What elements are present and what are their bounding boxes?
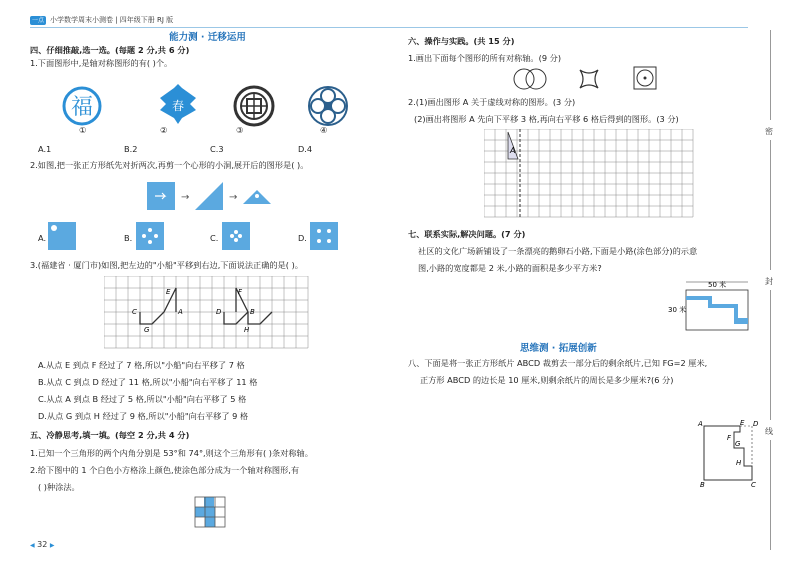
seal-label-1: 密 [765,127,773,136]
q1-emblems [60,84,360,136]
q5-1-text: 1.已知一个三角形的两个内角分别是 53°和 74°,则这个三角形有( )条对称轴。 [30,448,313,458]
seal-label-3: 线 [765,427,773,436]
page-number-text: 32 [37,540,48,549]
q3-point-f: F [238,288,243,296]
q3-point-g: G [144,326,150,334]
q7-height-label: 30 米 [668,306,687,314]
q8-point-e: E [740,419,745,427]
emblem-4-icon [309,87,347,125]
part6-heading: 六、操作与实践。(共 15 分) [408,36,515,46]
seal-line-mid2 [770,290,771,420]
overlapping-circles-icon [514,69,546,89]
q1-option-a[interactable]: A.1 [38,144,52,154]
seal-line-bottom [770,440,771,550]
section-title-ability: 能力测 · 迁移运用 [169,32,246,43]
part4-heading: 四、仔细推敲,选一选。(每题 2 分,共 6 分) [30,45,190,55]
emblem-3-icon [235,87,273,125]
q8-square-diagram [696,418,760,488]
q2-option-b[interactable]: B. [124,233,133,243]
square-circle-icon [634,67,656,89]
cross-shape-icon [580,70,598,88]
q1-option-d[interactable]: D.4 [298,144,313,154]
q7-path-diagram [668,278,758,336]
q2-folding-diagram [145,178,305,214]
part5-heading: 五、冷静思考,填一填。(每空 2 分,共 4 分) [30,430,190,440]
svg-text:→: → [229,192,238,203]
next-arrow-icon: ▶ [49,542,55,549]
q3-point-b: B [250,308,255,316]
q8-point-d: D [753,420,759,428]
svg-text:→: → [181,192,190,203]
brand-logo: 一点 [31,16,44,24]
q8-point-b: B [700,481,705,488]
q2-figure-a-icon [48,222,76,250]
q7-width-label: 50 米 [708,281,727,289]
q8-point-f: F [727,434,732,442]
q5-2-text-a: 2.给下图中的 1 个白色小方格涂上颜色,使涂色部分成为一个轴对称图形,有 [30,465,300,475]
q1-option-b[interactable]: B.2 [124,144,138,154]
emblem-2-icon [160,84,196,124]
q6-2b-text: (2)画出将图形 A 先向下平移 3 格,再向右平移 6 格后得到的图形。(3 分) [414,114,679,124]
page-number [30,540,55,549]
q1-label-4: ④ [320,125,328,135]
svg-text:福: 福 [70,95,94,120]
q7-text-a: 社区的文化广场新铺设了一条漂亮的鹅卵石小路,下面是小路(涂色部分)的示意 [418,246,698,256]
q2-option-c[interactable]: C. [210,233,219,243]
q3-option-b[interactable]: B.从点 C 到点 D 经过了 11 格,所以"小船"向右平移了 11 格 [38,377,258,387]
q3-point-a: A [178,308,183,316]
header-bar [30,14,173,26]
q2-option-figures [48,222,348,252]
q1-label-3: ③ [236,125,244,135]
q3-option-d[interactable]: D.从点 G 到点 H 经过了 9 格,所以"小船"向右平移了 9 格 [38,411,249,421]
figure-a-label: A [510,146,516,155]
svg-text:春: 春 [171,99,185,113]
seal-label-2: 封 [765,277,773,286]
q3-point-h: H [244,326,250,334]
seal-line-top [770,30,771,120]
section-title-thinking: 思维测 · 拓展创新 [520,343,597,354]
q2-option-a[interactable]: A. [38,233,47,243]
part8-text-b: 正方形 ABCD 的边长是 10 厘米,则剩余纸片的周长是多少厘米?(6 分) [420,375,674,385]
q8-point-h: H [736,459,742,467]
part8-text-a: 八、下面是将一张正方形纸片 ABCD 裁剪去一部分后的剩余纸片,已知 FG=2 厘米, [408,358,708,368]
q3-point-c: C [132,308,137,316]
q3-point-e: E [166,288,171,296]
q3-boat-grid [104,276,310,350]
q8-point-c: C [751,481,756,488]
q6-1-text: 1.画出下面每个图形的所有对称轴。(9 分) [408,53,562,63]
q1-label-1: ① [79,125,87,135]
q2-figure-b-icon [136,222,164,250]
q5-2-color-grid [194,496,228,530]
part7-heading: 七、联系实际,解决问题。(7 分) [408,229,526,239]
q2-figure-c-icon [222,222,250,250]
q8-point-a: A [698,420,703,428]
q3-option-c[interactable]: C.从点 A 到点 B 经过了 5 格,所以"小船"向右平移了 5 格 [38,394,247,404]
q3-point-d: D [216,308,222,316]
q6-1-shapes [510,66,670,92]
q1-option-c[interactable]: C.3 [210,144,224,154]
prev-arrow-icon: ◀ [30,542,35,549]
q7-text-b: 图,小路的宽度都是 2 米,小路的面积是多少平方米? [418,263,602,273]
left-column [30,30,385,71]
q5-2-text-b: ( )种涂法。 [38,482,80,492]
q8-point-g: G [735,440,741,448]
seal-line-mid1 [770,140,771,270]
q3-text: 3.(福建省 · 厦门市)如图,把左边的"小船"平移到右边,下面说法正确的是( )。 [30,260,303,270]
q2-figure-d-icon [310,222,338,250]
header-title: 小学数学周末小测卷 | 四年级下册 RJ 版 [50,16,174,24]
q2-text: 2.如图,把一张正方形纸先对折两次,再剪一个心形的小洞,展开后的图形是( )。 [30,160,309,170]
header-divider [30,27,748,28]
q3-option-a[interactable]: A.从点 E 到点 F 经过了 7 格,所以"小船"向右平移了 7 格 [38,360,245,370]
q1-text: 1.下面图形中,是轴对称图形的有( )个。 [30,58,173,68]
q1-label-2: ② [160,125,168,135]
emblem-1-icon [64,88,100,124]
seal-margin [758,30,784,550]
q2-option-d[interactable]: D. [298,233,307,243]
q6-2a-text: 2.(1)画出图形 A 关于虚线对称的图形。(3 分) [408,97,576,107]
q6-2-grid [484,129,694,219]
